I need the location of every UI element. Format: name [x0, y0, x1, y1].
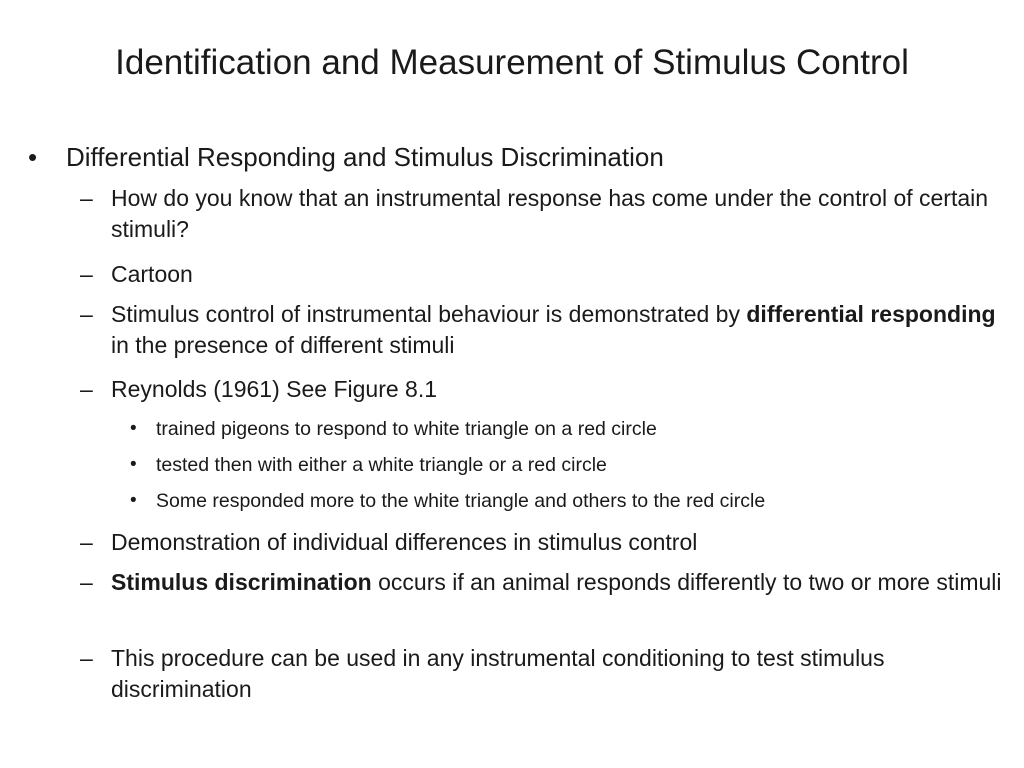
dash-icon: –: [80, 569, 93, 595]
sc-post-text: in the presence of different stimuli: [111, 332, 455, 358]
sc-bold-text: differential responding: [746, 301, 996, 327]
sub-bullet-icon: •: [130, 454, 137, 475]
list-item-discrimination: [111, 567, 1016, 598]
list-item-reynolds: Reynolds (1961) See Figure 8.1: [111, 376, 438, 402]
sc-pre-text: Stimulus control of instrumental behaviour is demonstrated by: [111, 301, 747, 327]
slide-title: Identification and Measurement of Stimulus Control: [115, 43, 909, 82]
list-item-procedure: This procedure can be used in any instrumental conditioning to test stimulus discrimination: [111, 645, 885, 702]
list-item-stimulus-control: [111, 299, 1016, 361]
disc-bold-text: Stimulus discrimination: [111, 569, 372, 595]
main-bullet-text: Differential Responding and Stimulus Discrimination: [66, 142, 664, 172]
dash-icon: –: [80, 261, 93, 287]
dash-icon: –: [80, 185, 93, 211]
sub-list-item-responded: Some responded more to the white triangle and others to the red circle: [156, 490, 766, 512]
dash-icon: –: [80, 301, 93, 327]
dash-icon: –: [80, 376, 93, 402]
sub-list-item-trained: trained pigeons to respond to white triangle on a red circle: [156, 418, 657, 440]
list-item-cartoon: Cartoon: [111, 261, 193, 287]
bullet-icon: •: [28, 142, 38, 172]
sub-list-item-tested: tested then with either a white triangle or a red circle: [156, 454, 607, 476]
dash-icon: –: [80, 645, 93, 671]
list-item-question: How do you know that an instrumental response has come under the control of certain stimuli?: [111, 185, 989, 242]
sub-bullet-icon: •: [130, 490, 137, 511]
dash-icon: –: [80, 529, 93, 555]
disc-post-text: occurs if an animal responds differently to two or more stimuli: [371, 569, 1002, 595]
sub-bullet-icon: •: [130, 418, 137, 439]
list-item-demonstration: Demonstration of individual differences in stimulus control: [111, 529, 698, 555]
